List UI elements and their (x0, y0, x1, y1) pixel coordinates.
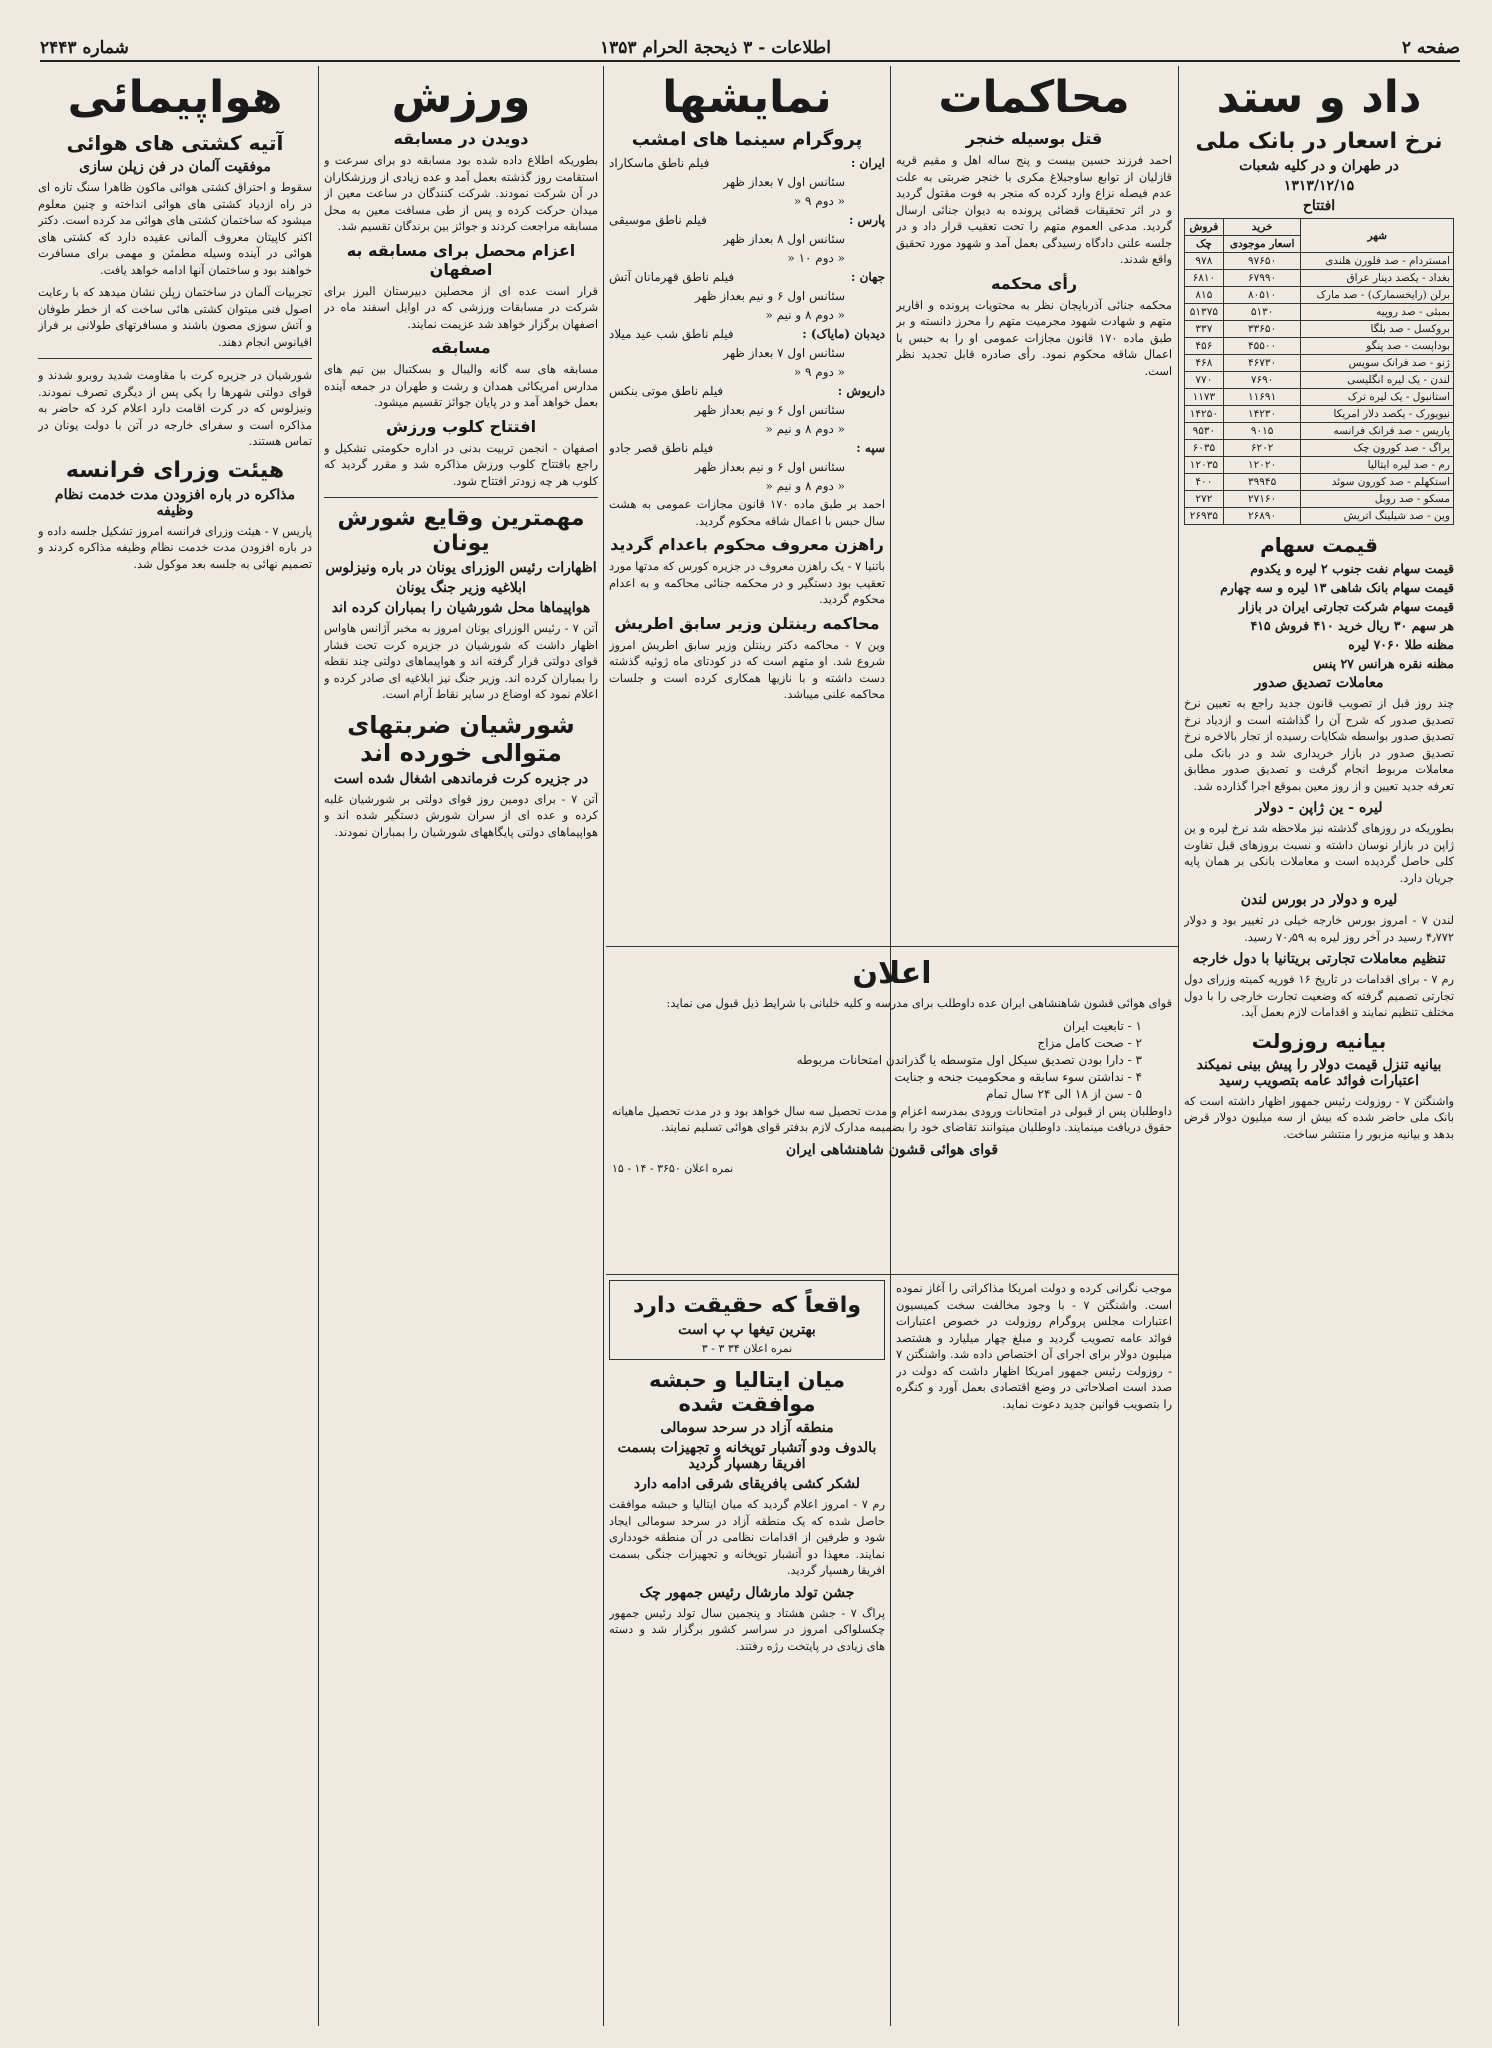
share-line: قیمت سهام بانک شاهی ۱۳ لیره و سه چهارم (1220, 580, 1454, 595)
table-row (1185, 457, 1454, 474)
table-header-buy: خرید (1223, 219, 1301, 236)
rate-buy: ۱۲۰۲۰ (1223, 457, 1301, 474)
table-header-sell: فروش (1185, 219, 1224, 236)
austria-title: محاکمه رینتلن وزیر سابق اطریش (614, 613, 880, 633)
rate-buy: ۱۱۶۹۱ (1223, 389, 1301, 406)
table-row (1185, 474, 1454, 491)
rates-open: افتتاح (1302, 198, 1336, 214)
table-row (1185, 338, 1454, 355)
rate-sell: ۱۱۷۳ (1185, 389, 1224, 406)
rate-city: وین - صد شیلینگ اتریش (1301, 508, 1454, 525)
robber-text: باتنیا ۷ - یک راهزن معروف در جزیره کورس که مدتها مورد تعقیب بود دستگیر و در محکمه جنائی محاکمه و به اعدام محکوم گردید. (609, 559, 885, 606)
isfahan-title: اعزام محصل برای مسابقه به اصفهان (346, 240, 576, 279)
rate-city: استکهلم - صد کورون سوئد (1301, 474, 1454, 491)
match-title: مسابقه (431, 338, 491, 357)
notice-item: ۲ - صحت کامل مزاج (1037, 1035, 1142, 1050)
cinema-name: دیدبان (مایاک) : (802, 327, 885, 341)
verdict-title: رأی محکمه (990, 273, 1078, 293)
table-row (1185, 372, 1454, 389)
column-rule (603, 66, 604, 2026)
cert-text: چند روز قبل از تصویب قانون جدید راجع به تعیین نرخ تصدیق صدور که شرح آن را گذاشته است و ازدیاد نرخ تصدیق صدور بواسطه شکایات رسیده از تجار بالاخره نرخ تصدیق صدور در بازار خریداری شد و در بانک ملی معاملات مربوط انجام گرفت و تصدیق صدور مطابق تعرفه جدید تعیین و از روز معین بموقع اجرا گذارده شد. (1184, 696, 1454, 793)
truth-number: نمره اعلان ۳۴ ۳ - ۳ (701, 1342, 793, 1355)
rate-sell: ۹۷۸ (1185, 253, 1224, 270)
britain-text: رم ۷ - برای اقدامات در تاریخ ۱۶ فوریه کمیته وزرای دول تجارتی تصمیم گرفته که وضعیت تجارت خارجی را با دول مختلف تنظیم نمایند و اقدامات لازم بعمل آید. (1184, 972, 1454, 1019)
notice-item: ۱ - تابعیت ایران (1063, 1018, 1142, 1033)
rate-buy: ۷۶۹۰ (1223, 372, 1301, 389)
greece-sub3: هواپیماها محل شورشیان را بمباران کرده اند (331, 600, 591, 616)
rate-buy: ۶۷۹۹۰ (1223, 270, 1301, 287)
cinema-session: سئانس اول ۷ بعداز ظهر (723, 346, 845, 360)
america-text: موجب نگرانی کرده و دولت امریکا مذاکراتی را آغاز نموده است. واشنگتن ۷ - با وجود مخالفت سخت کمیسیون اعتبارات مجلس پروگرام روزولت در خصوص اعتبارات فوائد عامه تصویب گردید و مبلغ چهار میلیارد و هشتصد میلیون دولار برای اجرای آن اختصاص داده شد. واشنگتن ۷ - روزولت رئیس جمهور امریکا اظهار داشت که دولت در صدد است اصلاحاتی در وضع اقتصادی بعمل آورد و کنگره را بتصویب قوانین جدید دعوت نماید. (896, 1281, 1172, 1411)
cinema-film: فیلم ناطق شب عید میلاد (609, 327, 734, 341)
rate-sell: ۱۲۰۳۵ (1185, 457, 1224, 474)
column-shows (609, 66, 885, 1066)
truth-subtitle: بهترین تیغها پ پ است (678, 1322, 816, 1338)
page-label: صفحه ۲ (1401, 38, 1460, 58)
jackson-text: پراگ ۷ - جشن هشتاد و پنجمین سال تولد رئیس جمهور چکسلواکی امروز در سراسر کشور برگزار شد و دسته های زیادی در پایتخت رژه رفتند. (609, 1605, 885, 1653)
rate-city: امستردام - صد فلورن هلندی (1301, 253, 1454, 270)
rate-buy: ۴۶۷۳۰ (1223, 355, 1301, 372)
table-header-city: شهر (1301, 219, 1454, 253)
club-text: اصفهان - انجمن تربیت بدنی در اداره حکومتی تشکیل و راجع بافتتاح کلوب ورزش مذاکره شد و مقرر گردید که کلوب هر چه زودتر افتتاح شود. (324, 440, 598, 488)
table-row (1185, 508, 1454, 525)
rate-buy: ۳۹۹۴۵ (1223, 474, 1301, 491)
table-row (1185, 389, 1454, 406)
cinema-session: « دوم ۹ « (793, 365, 845, 379)
rate-city: بمبئی - صد روپیه (1301, 304, 1454, 321)
rate-buy: ۱۴۲۳۰ (1223, 406, 1301, 423)
rate-sell: ۱۴۲۵۰ (1185, 406, 1224, 423)
rate-city: پراگ - صد کورون چک (1301, 440, 1454, 457)
cinema-name: جهان : (850, 270, 885, 284)
cinema-name: پارس : (848, 213, 885, 227)
share-line: قیمت سهام نفت جنوب ۲ لیره و یکدوم (1250, 561, 1454, 576)
shares-title: قیمت سهام (1260, 533, 1378, 557)
section-rule (324, 497, 598, 498)
notice-box (612, 950, 1172, 1270)
masthead (40, 36, 1460, 62)
revolt-text: آتن ۷ - برای دومین روز قوای دولتی بر شورشیان غلبه کرده و عده ای از سران شورش دستگیر شده اند و هواپیماهای دولتی پایگاههای شورشیان را بمباران نمودند. (324, 791, 598, 839)
cinema-name: سپه : (856, 441, 885, 455)
notice-rule (606, 1274, 1178, 1275)
cinema-film: فیلم ناطق موسیقی (609, 213, 707, 227)
cinema-session: « دوم ۸ و نیم « (765, 422, 845, 436)
cinema-item (609, 325, 885, 344)
share-line: هر سهم ۳۰ ریال خرید ۴۱۰ فروش ۴۱۵ (1250, 618, 1454, 633)
cinema-program-title: پروگرام سینما های امشب (631, 129, 863, 150)
rate-buy: ۹۷۶۵۰ (1223, 253, 1301, 270)
match-text: مسابقه های سه گانه والیبال و بسکتبال بین تیم های مدارس امریکائی همدان و رشت و طهران در جمعه آینده بعمل خواهد آمد و در پایان جوائز تقسیم میشود. (324, 362, 598, 409)
race-text: بطوریکه اطلاع داده شده بود مسابقه دو برای سرعت و استقامت روز گذشته بعمل آمد و عده زیادی از ورزشکاران در آن شرکت نمودند. شرکت کنندگان در ساعت معین از میدان حرکت کرده و پس از طی مسافت معین به محل مسابقه مراجعت کردند و جوائز بین برندگان تقسیم شد. (324, 153, 598, 233)
cinema-note: احمد بر طبق ماده ۱۷۰ قانون مجازات عمومی به هشت سال حبس با اعمال شاقه محکوم گردید. (609, 497, 885, 528)
roosevelt-text: واشنگتن ۷ - روزولت رئیس جمهور اظهار داشته است که بانک ملی حاضر شده که بیش از سه میلیون دولار قرض بدهد و بیانیه مزبور را منتشر ساخت. (1184, 1093, 1454, 1141)
rate-buy: ۴۵۵۰۰ (1223, 338, 1301, 355)
truth-title: واقعاً که حقیقت دارد (633, 1293, 861, 1318)
notice-items (612, 1018, 1172, 1103)
section-title-sports: ورزش (391, 72, 531, 123)
italy-sub3: لشکر کشی بافریقای شرقی ادامه دارد (633, 1476, 861, 1492)
france-title: هیئت وزرای فرانسه (65, 457, 285, 483)
notice-rule (606, 946, 1178, 947)
rate-city: برلن (رایخسمارک) - صد مارک (1301, 287, 1454, 304)
table-row (1185, 270, 1454, 287)
rate-city: رم - صد لیره ایتالیا (1301, 457, 1454, 474)
masthead-date: اطلاعات - ۳ ذیحجة الحرام ۱۳۵۳ (600, 38, 831, 58)
cinema-session: سئانس اول ۶ و نیم بعداز ظهر (694, 460, 845, 474)
notice-item: ۳ - دارا بودن تصدیق سیکل اول متوسطه یا گذراندن امتحانات مربوطه (796, 1052, 1142, 1067)
exchange-rate-table (1184, 218, 1454, 525)
greece-text: آتن ۷ - رئیس الوزرای یونان امروز به مخبر آژانس هاواس اظهار داشت که شورشیان در جزیره کرت تحت فشار قوای دولتی قرار گرفته اند و هواپیماهای دولتی چند نقطه را بمباران کرده اند. وزیر جنگ نیز ابلاغیه ای صادر کرده و اعلام نمود که اوضاع در سایر نقاط آرام است. (324, 621, 598, 701)
jackson-title: جشن تولد مارشال رئیس جمهور چک (639, 1584, 855, 1601)
rate-buy: ۳۳۶۵۰ (1223, 321, 1301, 338)
rate-city: بغداد - یکصد دینار عراق (1301, 270, 1454, 287)
column-trade (1184, 66, 1454, 2028)
notice-item: ۵ - سن از ۱۸ الی ۲۴ سال تمام (986, 1086, 1142, 1101)
rate-sell: ۳۳۷ (1185, 321, 1224, 338)
rate-buy: ۶۲۰۲ (1223, 440, 1301, 457)
rate-sell: ۶۸۱۰ (1185, 270, 1224, 287)
cinema-session: « دوم ۹ « (793, 194, 845, 208)
notice-number: نمره اعلان ۳۶۵۰ - ۱۴ - ۱۵ (612, 1161, 734, 1175)
roosevelt-title: بیانیه روزولت (1251, 1028, 1387, 1053)
london-text: لندن ۷ - امروز بورس خارجه خیلی در تغییر بود و دولار ۴٫۷۷۲ رسید در آخر روز لیره به ۷۰٫۵۹ رسید. (1184, 913, 1454, 944)
table-row (1185, 304, 1454, 321)
cinema-film: فیلم ناطق ماسکاراد (609, 156, 710, 170)
london-title: لیره و دولار در بورس لندن (1240, 892, 1398, 908)
roosevelt-subtitle: بیانیه تنزل قیمت دولار را پیش بینی نمیکند اعتبارات فوائد عامه بتصویب رسید (1196, 1056, 1442, 1089)
rate-buy: ۸۰۵۱۰ (1223, 287, 1301, 304)
cinema-item (609, 211, 885, 230)
column-shows-lower (609, 1280, 885, 2020)
rate-sell: ۴۶۸ (1185, 355, 1224, 372)
section-rule (38, 358, 312, 359)
robber-title: راهزن معروف محکوم باعدام گردید (610, 535, 884, 554)
notice-intro: قوای هوائی قشون شاهنشاهی ایران عده داوطلب برای مدرسه و کلیه خلبانی با شرایط ذیل قبول می نماید: (666, 996, 1172, 1010)
greece-title: مهمترین وقایع شورش یونان (337, 506, 585, 556)
greece-sub2: ابلاغیه وزیر جنگ یونان (396, 580, 526, 596)
cinema-list (609, 154, 885, 496)
notice-signature: قوای هوائی قشون شاهنشاهی ایران (785, 1141, 999, 1158)
cinema-session: سئانس اول ۷ بعداز ظهر (723, 175, 845, 189)
table-row (1185, 423, 1454, 440)
greece-cont-text: شورشیان در جزیره کرت با مقاومت شدید روبرو شدند و قوای دولتی شهرها را یکی پس از دیگری تصرف نمودند. ونیزلوس که در کرت اقامت دارد اعلام کرد که حاضر به مذاکره است و سفرای خارجه در آتن با دولت یونان در تماس هستند. (38, 368, 312, 448)
rate-sell: ۵۱۳۷۵ (1185, 304, 1224, 321)
revolt-subtitle: در جزیره کرت فرماندهی اشغال شده است (333, 770, 589, 787)
rate-buy: ۵۱۳۰ (1223, 304, 1301, 321)
table-row (1185, 355, 1454, 372)
rate-sell: ۲۶۹۳۵ (1185, 508, 1224, 525)
rate-city: مسکو - صد روبل (1301, 491, 1454, 508)
isfahan-text: قرار است عده ای از محصلین دبیرستان البرز برای شرکت در مسابقات ورزشی که در اوایل اسفند ماه در اصفهان برگزار خواهد شد عزیمت نمایند. (324, 283, 598, 331)
rate-sell: ۹۵۳۰ (1185, 423, 1224, 440)
rate-sell: ۴۰۰ (1185, 474, 1224, 491)
rates-date: ۱۳۱۳/۱۲/۱۵ (1283, 178, 1355, 194)
shares-lines (1184, 561, 1454, 671)
cinema-film: فیلم ناطق موتی بنکس (609, 384, 724, 398)
share-line: مظنه نقره هرانس ۲۷ پنس (1312, 656, 1454, 671)
cinema-item (609, 382, 885, 401)
france-subtitle: مذاکره در باره افزودن مدت خدمت نظام وظیفه (54, 486, 296, 519)
italy-text: رم ۷ - امروز اعلام گردید که میان ایتالیا و حبشه موافقت حاصل شده که یک منطقه آزاد در سرحد سومالی ایجاد شود و طرفین از اقدامات نظامی در آن منطقه خودداری نمایند. معهذا دو آتشبار توپخانه و تجهیزات جنگی بسمت افریقا رهسپار گردید. (609, 1497, 885, 1577)
notice-body: داوطلبان پس از قبولی در امتحانات ورودی بمدرسه اعزام و مدت تحصیل سه سال خواهد بود و در مدت تحصیل ماهیانه حقوق دریافت مینمایند. داوطلبان میتوانند تقاضای خود را بضمیمه مدارک لازم بدفتر قوای هوائی تسلیم نمایند. (612, 1103, 1172, 1134)
cert-title: معاملات تصدیق صدور (1254, 675, 1384, 691)
rate-sell: ۸۱۵ (1185, 287, 1224, 304)
austria-text: وین ۷ - محاکمه دکتر رینتلن وزیر سابق اطریش امروز شروع شد. او متهم است که در کودتای ماه ژوئیه گذشته دست داشته و با نازیها همکاری کرده است و جلسات محاکمه علنی میباشد. (609, 637, 885, 701)
cinema-film: فیلم ناطق قصر جادو (609, 441, 714, 455)
rates-body (1185, 253, 1454, 525)
britain-title: تنظیم معاملات تجارتی بریتانیا با دول خارجه (1192, 951, 1446, 967)
column-rule (1178, 66, 1179, 2026)
cinema-session: « دوم ۸ و نیم « (765, 479, 845, 493)
table-subheader-check: چک (1185, 236, 1224, 253)
italy-sub2: بالدوف ودو آتشبار توپخانه و تجهیزات بسمت افریقا رهسپار گردید (617, 1440, 877, 1472)
rates-title: نرخ اسعار در بانک ملی (1195, 129, 1443, 154)
rate-city: استانبول - یک لیره ترک (1301, 389, 1454, 406)
table-row (1185, 406, 1454, 423)
column-aviation (38, 66, 312, 2028)
rate-city: نیویورک - یکصد دلار امریکا (1301, 406, 1454, 423)
future-cont-text: تجربیات آلمان در ساختمان زپلن نشان میدهد که با رعایت اصول فنی میتوان کشتی هائی ساخت که از خطر طوفان و آتش سوزی مصون باشند و مسافرتهای طولانی بر فراز اقیانوس انجام دهند. (38, 285, 312, 349)
cinema-name: داریوش : (837, 384, 885, 398)
cinema-session: سئانس اول ۶ و نیم بعداز ظهر (694, 289, 845, 303)
column-sports (324, 66, 598, 2028)
cinema-session: سئانس اول ۶ و نیم بعداز ظهر (694, 403, 845, 417)
table-subheader-cash: اسعار موجودی (1223, 236, 1301, 253)
rate-buy: ۹۰۱۵ (1223, 423, 1301, 440)
italy-sub1: منطقه آزاد در سرحد سومالی (660, 1420, 834, 1436)
verdict-text: محکمه جنائی آذربایجان نظر به محتویات پرونده و اقاریر متهم و شهادت شهود مجرمیت متهم را محرز دانسته و بر طبق ماده ۱۷۰ قانون مجازات عمومی او را به حبس با اعمال شاقه محکوم نمود. رأی صادره قابل تجدید نظر است. (896, 297, 1172, 378)
revolt-title: شورشیان ضربتهای متوالی خورده اند (347, 710, 575, 767)
section-title-aviation: هواپیمائی (67, 72, 283, 123)
column-rule (318, 66, 319, 2026)
lira-title: لیره - ین ژاپن - دولار (1255, 800, 1383, 816)
share-line: قیمت سهام شرکت تجارتی ایران در بازار (1239, 599, 1454, 614)
notice-item: ۴ - نداشتن سوء سابقه و محکومیت جنحه و جنایت (894, 1069, 1142, 1084)
rate-sell: ۷۷۰ (1185, 372, 1224, 389)
cinema-session: « دوم ۸ و نیم « (765, 308, 845, 322)
table-row (1185, 491, 1454, 508)
rate-city: لندن - یک لیره انگلیسی (1301, 372, 1454, 389)
murder-text: احمد فرزند حسین بیست و پنج ساله اهل و مقیم قریه قازلیان از توابع ساوجبلاغ مکری با خنجر ضربتی به علت عدم فیصله نزاع وارد کرده که منجر به فوت مقتول گردید و در اثر تحقیقات قضائی پرونده به دیوان جنائی ارسال گردید. مدعی العموم متهم را تحت تعقیب قرار داد و در جلسه علنی دادگاه رسیدگی بعمل آمد و شهود مورد تحقیق واقع شدند. (896, 153, 1172, 266)
cinema-name: ایران : (850, 156, 885, 170)
cinema-session: سئانس اول ۸ بعداز ظهر (723, 232, 845, 246)
cinema-session: « دوم ۱۰ « (787, 251, 845, 265)
section-title-trade: داد و ستد (1216, 72, 1422, 123)
rate-sell: ۶۰۳۵ (1185, 440, 1224, 457)
table-row (1185, 321, 1454, 338)
lira-text: بطوریکه در روزهای گذشته نیز ملاحظه شد نرخ لیره و ین ژاپن در بازار نوسان داشته و نسبت بروزهای قبل تفاوت کلی حاصل گردیده است و معاملات بانکی بر همان پایه جریان دارد. (1184, 821, 1454, 885)
section-title-shows: نمایشها (662, 72, 832, 123)
greece-sub1: اظهارات رئیس الوزرای یونان در باره ونیزلوس (325, 560, 597, 576)
table-row (1185, 440, 1454, 457)
future-subtitle: موفقیت آلمان در فن زپلن سازی (79, 159, 271, 175)
murder-title: قتل بوسیله خنجر (965, 129, 1103, 148)
share-line: مظنه طلا ۷۰۶۰ لیره (1348, 637, 1454, 652)
rates-subtitle: در طهران و در کلیه شعبات (1239, 158, 1399, 174)
cinema-film: فیلم ناطق قهرمانان آتش (609, 270, 735, 284)
club-title: افتتاح کلوب ورزش (385, 416, 537, 436)
future-text: سقوط و احتراق کشتی هوائی ماکون ظاهرا سنگ تازه ای در راه ازدیاد کشتی های هوائی انداخته و چنین معلوم میشود که ساختمان کشتی های هوائی مد کرده است. دکتر اکنر کاپیتان معروف آلمانی عقیده دارد که کشتی های هوائی در آینده وسیله مطمئن و مهمی برای مسافرت خواهند بود و ساختمان آنها ادامه خواهد یافت. (38, 180, 312, 277)
rate-sell: ۴۵۶ (1185, 338, 1224, 355)
rate-buy: ۲۷۱۶۰ (1223, 491, 1301, 508)
table-row (1185, 287, 1454, 304)
race-title: دویدن در مسابقه (393, 129, 529, 148)
cinema-item (609, 154, 885, 173)
notice-title: اعلان (852, 956, 932, 991)
future-title: آتیه کشتی های هوائی (66, 131, 284, 155)
italy-title: میان ایتالیا و حبشه موافقت شده (648, 1368, 846, 1416)
rate-buy: ۲۶۸۹۰ (1223, 508, 1301, 525)
rate-city: بروکسل - صد بلگا (1301, 321, 1454, 338)
rate-city: پاریس - صد فرانک فرانسه (1301, 423, 1454, 440)
rate-city: بوداپست - صد پنگو (1301, 338, 1454, 355)
cinema-item (609, 268, 885, 287)
truth-ad (609, 1280, 885, 1360)
france-text: پاریس ۷ - هیئت وزرای فرانسه امروز تشکیل جلسه داده و در باره افزودن مدت خدمت نظام وظیفه مذاکره کردند و تصمیم نهائی به جلسه بعد موکول شد. (38, 523, 312, 571)
issue-number: شماره ۲۴۴۳ (40, 38, 129, 58)
rate-sell: ۲۷۲ (1185, 491, 1224, 508)
table-row (1185, 253, 1454, 270)
cinema-item (609, 439, 885, 458)
column-courts-lower (896, 1280, 1172, 2020)
rate-city: ژنو - صد فرانک سویس (1301, 355, 1454, 372)
section-title-courts: محاکمات (938, 72, 1130, 123)
